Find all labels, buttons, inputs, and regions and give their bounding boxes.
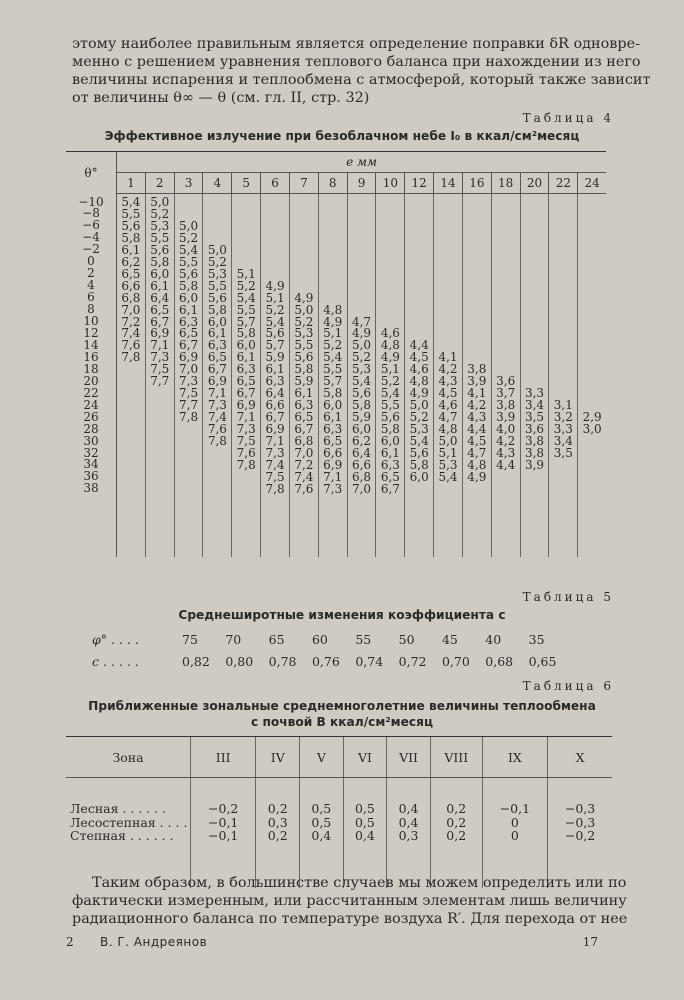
data-column: 4,7 4,9 5,0 5,2 5,3 5,4 5,6 5,8 5,9 6,0 6,2 6,4 6,6 6,8 7,0 [347, 194, 376, 558]
table6-title-line: Приближенные зональные среднемноголетние величины теплообмена [88, 699, 596, 713]
table5 [92, 628, 572, 672]
c-label: c . . . . . [92, 653, 139, 669]
c-row [92, 650, 572, 672]
value-column: −0,1 0 0 [482, 778, 547, 889]
table6 [66, 736, 612, 888]
e-value-header: 12 [405, 173, 434, 194]
e-header: e мм [117, 152, 607, 173]
phi-value: 40 [485, 631, 502, 647]
zone-names [66, 778, 191, 889]
phi-value: 35 [528, 631, 545, 647]
e-value-header: 3 [174, 173, 203, 194]
table4 [66, 151, 606, 557]
text-line: фактически измеренным, или рассчитанным элементам лишь величину [72, 893, 627, 909]
data-column: 3,6 3,7 3,8 3,9 4,0 4,2 4,3 4,4 [491, 194, 520, 558]
table4-label: Таблица 4 [522, 111, 614, 125]
text-line: Таким образом, в большинстве случаев мы можем определить или по [92, 875, 627, 891]
text-line: от величины θ∞ — θ (см. гл. II, стр. 32) [72, 90, 370, 106]
value-column: 0,5 0,5 0,4 [343, 778, 387, 889]
table6-label: Таблица 6 [522, 679, 614, 693]
zone-name: Лесная . . . . . . [70, 801, 167, 816]
e-value-header: 22 [549, 173, 578, 194]
text-line: менно с решением уравнения теплового баланса при нахождении из него [72, 54, 641, 70]
text-line: радиационного баланса по температуре воздуха R′. Для перехода от нее [72, 911, 628, 927]
phi-row [92, 628, 572, 650]
phi-value: 50 [398, 631, 415, 647]
phi-value: 45 [441, 631, 458, 647]
data-column: 4,6 4,8 4,9 5,1 5,2 5,4 5,5 5,6 5,8 6,0 6,1 6,3 6,5 6,7 [376, 194, 405, 558]
e-value-header: 2 [145, 173, 174, 194]
month-header: X [548, 737, 612, 778]
table5-label: Таблица 5 [522, 590, 614, 604]
phi-value: 75 [182, 631, 198, 647]
value-column: −0,2 −0,1 −0,1 [191, 778, 256, 889]
e-value-header: 6 [261, 173, 290, 194]
data-column: 3,3 3,4 3,5 3,6 3,8 3,8 3,9 [520, 194, 549, 558]
data-column: 5,1 5,2 5,4 5,5 5,7 5,8 6,0 6,1 6,3 6,5 6,7 6,9 7,1 7,3 7,5 7,6 7,8 [232, 194, 261, 558]
footer-author: В. Г. Андреянов [100, 935, 208, 949]
e-value-header: 18 [491, 173, 520, 194]
c-value: 0,68 [485, 653, 514, 669]
phi-value: 60 [311, 631, 328, 647]
data-column: 5,0 5,2 5,3 5,5 5,6 5,8 6,0 6,1 6,3 6,5 6,7 6,9 7,1 7,3 7,4 7,6 7,8 [203, 194, 232, 558]
footer-signature: 2 [66, 935, 74, 949]
c-value: 0,78 [268, 653, 297, 669]
c-value: 0,72 [398, 653, 427, 669]
month-header: VII [387, 737, 431, 778]
e-value-header: 4 [203, 173, 232, 194]
text-line: величины испарения и теплообмена с атмосферой, который также зависит [72, 72, 651, 88]
e-value-header: 24 [578, 173, 606, 194]
intro-paragraph [72, 35, 651, 107]
e-value-header: 8 [318, 173, 347, 194]
phi-value: 70 [225, 631, 242, 647]
page-number: 17 [582, 935, 598, 949]
data-column: 4,4 4,5 4,6 4,8 4,9 5,0 5,2 5,3 5,4 5,6 5,8 6,0 [405, 194, 434, 558]
c-value: 0,80 [225, 653, 254, 669]
data-column: 5,0 5,2 5,3 5,5 5,6 5,8 6,0 6,1 6,4 6,5 6,7 6,9 7,1 7,3 7,5 7,7 [145, 194, 174, 558]
phi-value: 65 [268, 631, 285, 647]
data-column: 2,9 3,0 [578, 194, 606, 558]
e-value-header: 16 [462, 173, 491, 194]
c-value: 0,76 [311, 653, 340, 669]
e-value-header: 1 [117, 173, 146, 194]
e-value-header: 9 [347, 173, 376, 194]
data-column: 5,0 5,2 5,4 5,5 5,6 5,8 6,0 6,1 6,3 6,5 6,7 6,9 7,0 7,3 7,5 7,7 7,8 [174, 194, 203, 558]
data-column: 4,8 4,9 5,1 5,2 5,4 5,5 5,7 5,8 6,0 6,1 6,3 6,5 6,6 6,9 7,1 7,3 [318, 194, 347, 558]
month-header: III [191, 737, 256, 778]
table6-title [60, 698, 624, 730]
table4-title: Эффективное излучение при безоблачном небе I₀ в ккал/см²месяц [104, 129, 580, 143]
table6-title-line: с почвой B ккал/см²месяц [250, 715, 433, 729]
closing-paragraph [72, 874, 628, 928]
phi-value: 55 [355, 631, 372, 647]
table5-title: Среднеширотные изменения коэффициента c [178, 608, 506, 622]
value-column: 0,4 0,4 0,3 [387, 778, 431, 889]
data-column: 5,4 5,5 5,6 5,8 6,1 6,2 6,5 6,6 6,8 7,0 7,2 7,4 7,6 7,8 [117, 194, 146, 558]
e-value-header: 14 [434, 173, 463, 194]
data-column: 3,8 3,9 4,1 4,2 4,3 4,4 4,5 4,7 4,8 4,9 [462, 194, 491, 558]
value-column: 0,2 0,2 0,2 [430, 778, 482, 889]
value-column: 0,5 0,5 0,4 [300, 778, 344, 889]
text-line: этому наиболее правильным является определение поправки δR одновре- [72, 36, 640, 52]
c-value: 0,74 [355, 653, 384, 669]
value-column: −0,3 −0,3 −0,2 [548, 778, 612, 889]
month-header: V [300, 737, 344, 778]
c-value: 0,65 [528, 653, 557, 669]
e-value-header: 5 [232, 173, 261, 194]
month-header: IX [482, 737, 547, 778]
month-header: VIII [430, 737, 482, 778]
theta-header: θ° [66, 152, 117, 194]
e-value-header: 20 [520, 173, 549, 194]
data-column: 3,1 3,2 3,3 3,4 3,5 [549, 194, 578, 558]
phi-label: φ° . . . . [92, 631, 139, 647]
zone-header: Зона [66, 737, 191, 778]
zone-name: Лесостепная . . . . [70, 814, 188, 830]
data-column: 4,9 5,0 5,2 5,3 5,5 5,6 5,8 5,9 6,1 6,3 6,5 6,7 6,8 7,0 7,2 7,4 7,6 [289, 194, 318, 558]
e-value-header: 7 [289, 173, 318, 194]
c-value: 0,82 [182, 653, 210, 669]
c-value: 0,70 [441, 653, 470, 669]
data-column: 4,1 4,2 4,3 4,5 4,6 4,7 4,8 5,0 5,1 5,3 5,4 [434, 194, 463, 558]
theta-column: −10 −8 −6 −4 −2 0 2 4 6 8 10 12 14 16 18 20 22 24 26 28 30 32 34 36 38 [66, 194, 117, 558]
e-value-header: 10 [376, 173, 405, 194]
month-header: IV [256, 737, 300, 778]
data-column: 4,9 5,1 5,2 5,4 5,6 5,7 5,9 6,1 6,3 6,4 6,6 6,7 6,9 7,1 7,3 7,4 7,5 7,8 [261, 194, 290, 558]
month-header: VI [343, 737, 387, 778]
value-column: 0,2 0,3 0,2 [256, 778, 300, 889]
zone-name: Степная . . . . . . [70, 828, 174, 843]
